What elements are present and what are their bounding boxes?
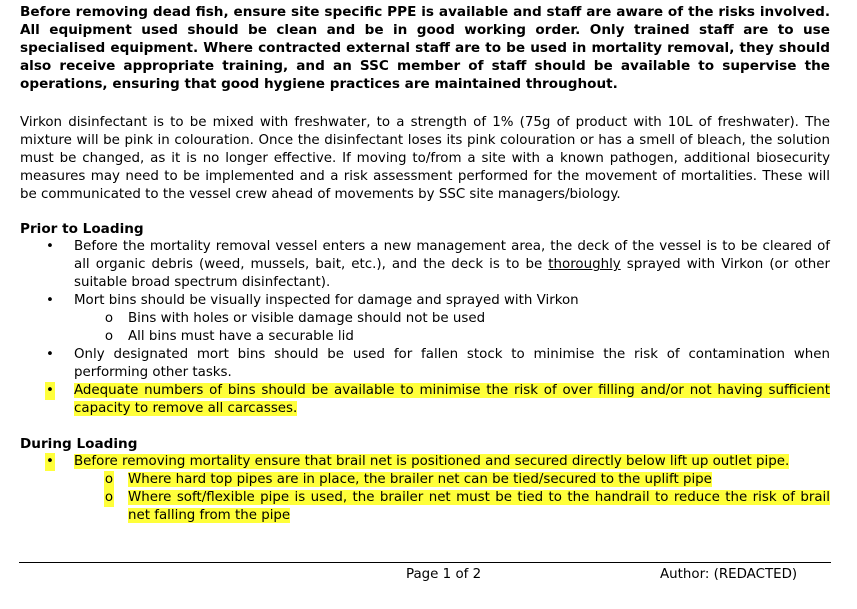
bullet-icon: • — [46, 347, 54, 362]
circle-bullet-icon: o — [104, 472, 114, 487]
document-body — [20, 3, 830, 525]
highlighted-list-item: • Adequate numbers of bins should be available to minimise the risk of over filling and/or not having sufficient capacity to remove all carcasses. — [46, 383, 830, 416]
intro-paragraph: Before removing dead fish, ensure site specific PPE is available and staff are aware of the risks involved. All equipment used should be clean and be in good working order. Only trained staff are to use specialised equipment. Where contracted external staff are to be used in mortality removal, they should also receive appropriate training, and an SSC member of staff should be available to supervise the operations, ensuring that good hygiene practices are maintained throughout. — [20, 4, 830, 92]
during-loading-list — [20, 453, 830, 471]
list-item: • Before the mortality removal vessel enters a new management area, the deck of the vessel is to be cleared of all organic debris (weed, mussels, bait, etc.), and the deck is to be thoroughly sprayed with Virkon (or other suitable broad spectrum disinfectant). — [46, 239, 830, 290]
bullet-icon: • — [46, 454, 54, 469]
bullet-icon: • — [46, 383, 54, 398]
sub-list-item: o All bins must have a securable lid — [104, 329, 354, 344]
virkon-paragraph: Virkon disinfectant is to be mixed with freshwater, to a strength of 1% (75g of product with 10L of freshwater). The mixture will be pink in colouration. Once the disinfectant loses its pink colouration or has a smell of bleach, the solution must be changed, as it is no longer effective. If moving to/from a site with a known pathogen, additional biosecurity measures may need to be implemented and a risk assessment performed for the movement of mortalities. These will be communicated to the vessel crew ahead of movements by SSC site managers/biology. — [20, 115, 830, 202]
footer-divider — [19, 562, 831, 563]
bullet-icon: • — [46, 239, 54, 254]
page-number: Page 1 of 2 — [406, 567, 482, 582]
underlined-word: thoroughly — [548, 257, 621, 272]
highlighted-sub-list-item: o Where hard top pipes are in place, the brailer net can be tied/secured to the uplift pipe — [104, 472, 712, 487]
bullet-icon: • — [46, 293, 54, 308]
circle-bullet-icon: o — [104, 311, 114, 326]
circle-bullet-icon: o — [104, 490, 114, 505]
list-item: • Only designated mort bins should be used for fallen stock to minimise the risk of contamination when performing other tasks. — [46, 347, 830, 380]
list-item: • Mort bins should be visually inspected for damage and sprayed with Virkon o Bins with holes or visible damage should not be used o All bins must have a securable lid — [20, 292, 830, 346]
sub-list — [20, 310, 830, 346]
prior-to-loading-list — [20, 238, 830, 418]
circle-bullet-icon: o — [104, 329, 114, 344]
author-label: Author: (REDACTED) — [660, 567, 798, 582]
during-loading-heading: During Loading — [20, 436, 138, 452]
sub-list-item: o Bins with holes or visible damage should not be used — [104, 311, 486, 326]
highlighted-sub-list-item: o Where soft/flexible pipe is used, the brailer net must be tied to the handrail to reduce the risk of brail net falling from the pipe — [104, 490, 830, 523]
prior-to-loading-heading: Prior to Loading — [20, 221, 144, 237]
highlighted-list-item: • Before removing mortality ensure that brail net is positioned and secured directly below lift up outlet pipe. — [46, 454, 790, 469]
during-loading-sub-list — [20, 471, 830, 525]
